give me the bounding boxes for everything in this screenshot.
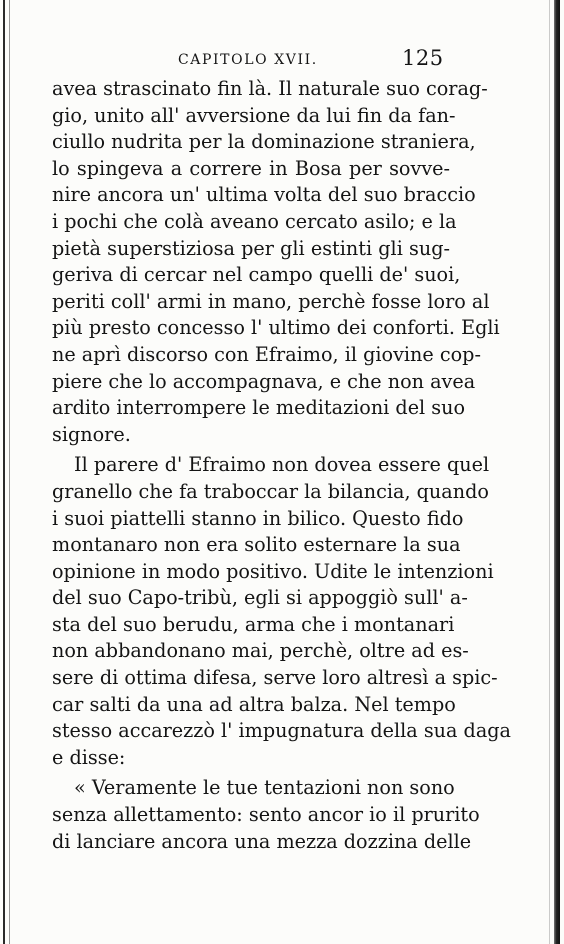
text-line: lo spingeva a correre in Bosa per sovve-	[52, 156, 450, 180]
page-header	[0, 46, 564, 76]
body-text	[52, 76, 512, 855]
text-line: sta del suo berudu, arma che i montanari	[52, 612, 455, 636]
text-line: avea strascinato fin là. Il naturale suo corag-	[52, 77, 488, 100]
text-line: i pochi che colà aveano cercato asilo; e la	[52, 209, 457, 233]
scan-frame-right-inner	[549, 0, 550, 944]
text-line: ne aprì discorso con Efraimo, il giovine cop-	[52, 342, 481, 366]
text-line: sere di ottima difesa, serve loro altresì a spic-	[52, 666, 498, 690]
text-line: signore.	[52, 422, 131, 446]
scan-frame-left	[3, 0, 5, 944]
text-line: i suoi piattelli stanno in bilico. Questo fido	[52, 506, 464, 530]
text-line: piere che lo accompagnava, e che non avea	[52, 369, 476, 393]
text-line: montanaro non era solito esternare la sua	[52, 533, 461, 557]
text-line: gio, unito all' avversione da lui fin da fan-	[52, 103, 456, 127]
text-line: nire ancora un' ultima volta del suo braccio	[52, 183, 476, 207]
text-line: ardito interrompere le meditazioni del suo	[52, 396, 466, 420]
paragraph-start-line: « Veramente le tue tentazioni non sono	[74, 776, 455, 800]
text-line: più presto concesso l' ultimo dei conforti. Egli	[52, 316, 500, 340]
text-line: car salti da una ad altra balza. Nel tempo	[52, 692, 456, 716]
running-head: CAPITOLO XVII.	[178, 52, 318, 68]
page-number: 125	[402, 46, 444, 70]
scan-frame-right	[554, 0, 560, 944]
text-line: e disse:	[52, 745, 126, 769]
text-line: di lanciare ancora una mezza dozzina delle	[52, 829, 472, 853]
text-line: ciullo nudrita per la dominazione straniera,	[52, 130, 476, 154]
text-line: del suo Capo-tribù, egli si appoggiò sull' a-	[52, 586, 468, 610]
text-line: periti coll' armi in mano, perchè fosse loro al	[52, 289, 490, 313]
text-line: granello che fa traboccar la bilancia, quando	[52, 479, 489, 503]
text-line: senza allettamento: sento ancor io il prurito	[52, 803, 480, 827]
text-line: opinione in modo positivo. Udite le intenzioni	[52, 559, 494, 583]
paragraph-start-line: Il parere d' Efraimo non dovea essere quel	[74, 453, 490, 477]
text-line: pietà superstiziosa per gli estinti gli sug-	[52, 236, 450, 260]
text-line: non abbandonano mai, perchè, oltre ad es-	[52, 639, 469, 663]
text-line: geriva di cercar nel campo quelli de' suoi,	[52, 263, 461, 287]
scan-frame-left-inner	[9, 0, 10, 944]
text-line: stesso accarezzò l' impugnatura della sua daga	[52, 719, 512, 743]
